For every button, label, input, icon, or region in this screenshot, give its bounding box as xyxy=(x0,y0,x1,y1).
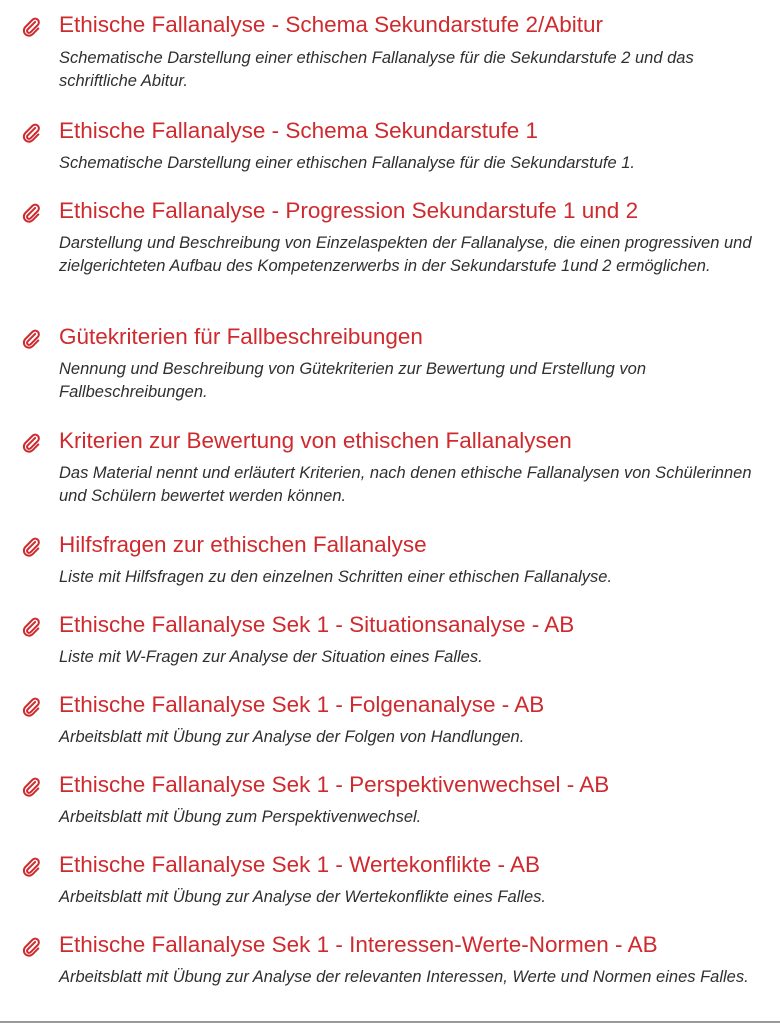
paperclip-icon xyxy=(20,122,42,144)
paperclip-icon xyxy=(20,202,42,224)
paperclip-icon xyxy=(20,16,42,38)
attachment-link[interactable]: Ethische Fallanalyse - Progression Sekundarstufe 1 und 2 xyxy=(59,198,639,223)
paperclip-icon xyxy=(20,856,42,878)
attachment-link[interactable]: Ethische Fallanalyse Sek 1 - Folgenanalyse - AB xyxy=(59,692,545,717)
attachment-link[interactable]: Ethische Fallanalyse Sek 1 - Situationsanalyse - AB xyxy=(59,612,575,637)
attachment-description: Nennung und Beschreibung von Gütekriterien zur Bewertung und Erstellung von Fallbeschreibungen. xyxy=(59,360,647,401)
attachment-description: Arbeitsblatt mit Übung zur Analyse der Folgen von Handlungen. xyxy=(59,728,525,746)
attachment-description: Darstellung und Beschreibung von Einzelaspekten der Fallanalyse, die einen progressiven und zielgerichteten Aufbau des Kompetenzerwerbs in der Sekundarstufe 1und 2 ermöglichen. xyxy=(59,234,752,275)
attachment-link[interactable]: Ethische Fallanalyse Sek 1 - Perspektivenwechsel - AB xyxy=(59,772,610,797)
paperclip-icon xyxy=(20,536,42,558)
attachment-description: Schematische Darstellung einer ethischen Fallanalyse für die Sekundarstufe 2 und das schriftliche Abitur. xyxy=(59,49,694,90)
attachment-description: Schematische Darstellung einer ethischen Fallanalyse für die Sekundarstufe 1. xyxy=(59,154,635,172)
paperclip-icon xyxy=(20,328,42,350)
attachment-description: Liste mit Hilfsfragen zu den einzelnen Schritten einer ethischen Fallanalyse. xyxy=(59,568,613,586)
paperclip-icon xyxy=(20,776,42,798)
attachment-link[interactable]: Gütekriterien für Fallbeschreibungen xyxy=(59,324,423,349)
section-divider xyxy=(0,1021,780,1023)
paperclip-icon xyxy=(20,432,42,454)
attachment-link[interactable]: Hilfsfragen zur ethischen Fallanalyse xyxy=(59,532,427,557)
paperclip-icon xyxy=(20,696,42,718)
attachment-description: Arbeitsblatt mit Übung zur Analyse der Wertekonflikte eines Falles. xyxy=(59,888,546,906)
attachment-link[interactable]: Ethische Fallanalyse Sek 1 - Wertekonflikte - AB xyxy=(59,852,541,877)
attachment-description: Arbeitsblatt mit Übung zur Analyse der relevanten Interessen, Werte und Normen eines Falles. xyxy=(59,968,749,986)
attachment-link[interactable]: Ethische Fallanalyse - Schema Sekundarstufe 1 xyxy=(59,118,539,143)
paperclip-icon xyxy=(20,936,42,958)
attachment-description: Arbeitsblatt mit Übung zum Perspektivenwechsel. xyxy=(59,808,422,826)
attachment-link[interactable]: Kriterien zur Bewertung von ethischen Fallanalysen xyxy=(59,428,572,453)
attachment-description: Das Material nennt und erläutert Kriterien, nach denen ethische Fallanalysen von Schülerinnen und Schülern bewertet werden können. xyxy=(59,464,752,505)
attachment-description: Liste mit W-Fragen zur Analyse der Situation eines Falles. xyxy=(59,648,483,666)
attachment-link[interactable]: Ethische Fallanalyse Sek 1 - Interessen-Werte-Normen - AB xyxy=(59,932,658,957)
paperclip-icon xyxy=(20,616,42,638)
attachment-link[interactable]: Ethische Fallanalyse - Schema Sekundarstufe 2/Abitur xyxy=(59,12,604,37)
